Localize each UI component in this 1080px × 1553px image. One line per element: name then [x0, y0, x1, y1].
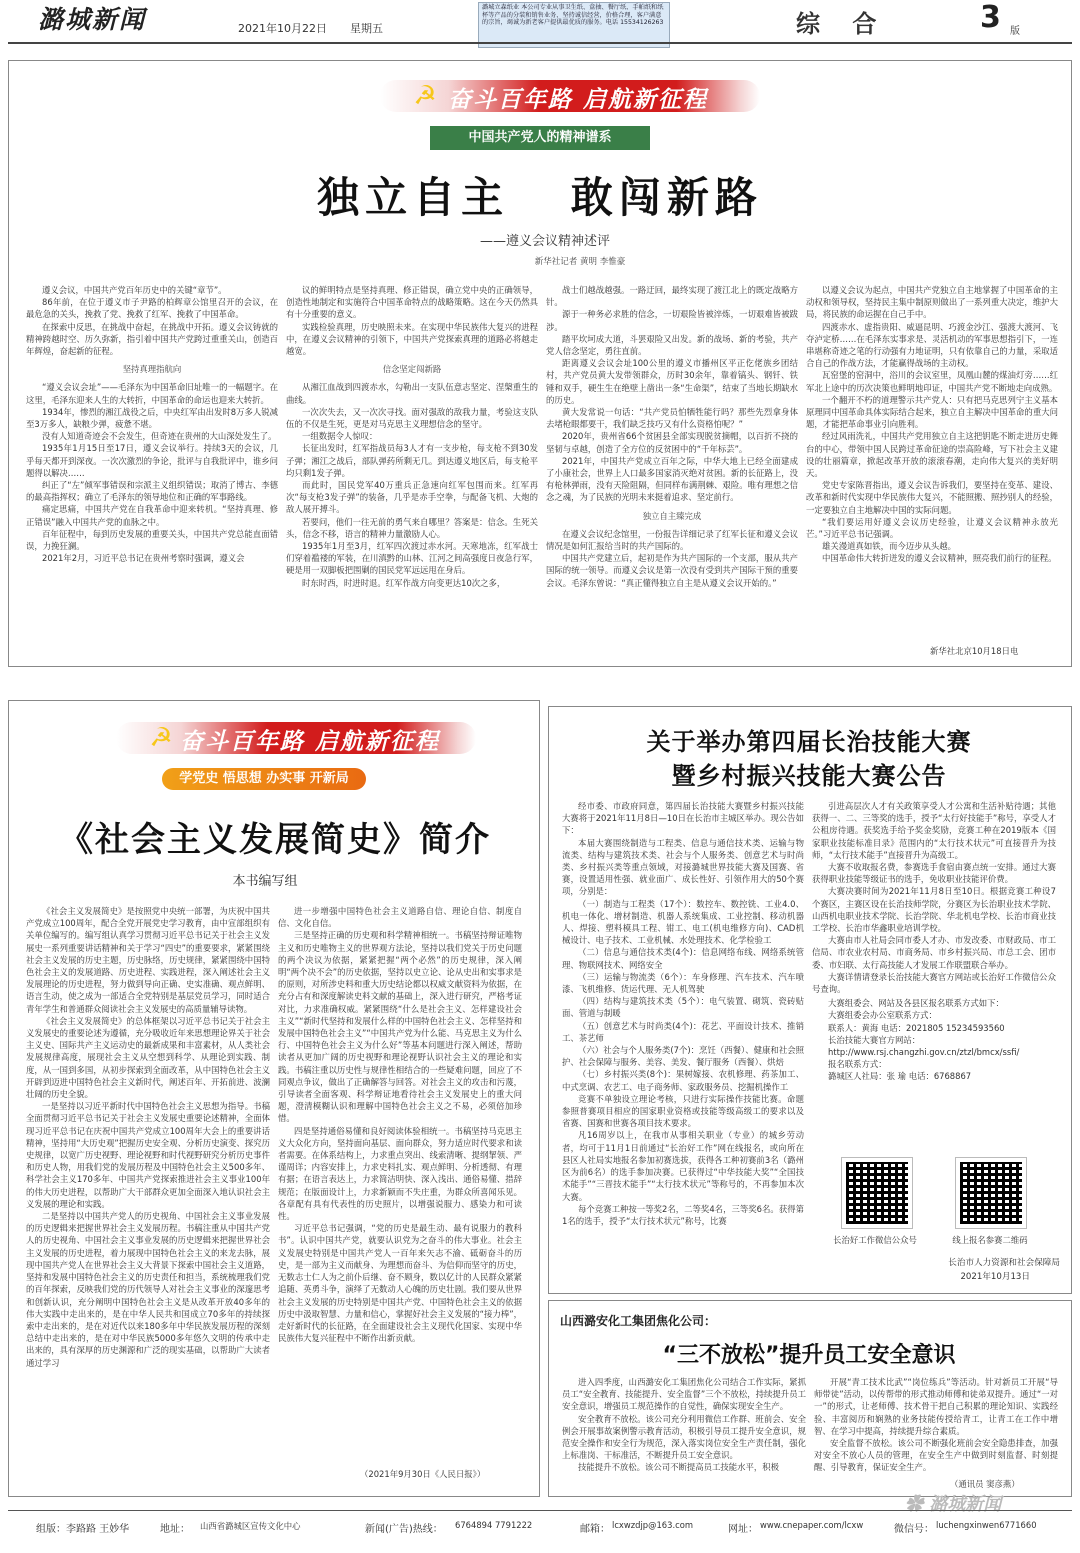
paragraph: 《社会主义发展简史》的总体框架以习近平总书记关于社会主义发展史的重要论述为遵循，充分吸收近年来思想理论界关于社会主义史、国际共产主义运动史的最新成果和丰富素材，从人类社会发展规律高度，展现社会主义从空想到科学、从理论到实践、制度，从一国到多国，从初步探索到全面改革，从中国特色社会主义开辟到迈进中国特色社会主义新时代，阐述百年、开拓前进、波澜壮阔的历史全貌。: [26, 1015, 270, 1100]
page-number: 3: [980, 0, 1001, 35]
paragraph: 黄大发常说一句话：“共产党员怕牺牲能行吗？那些先烈拿身体去堵枪眼都要干，我们缺乏技巧又有什么资格怕呢？”: [546, 407, 798, 430]
paragraph: 痛定思痛，中国共产党在自我革命中迎来转机。“坚持真理、修正错误”融入中国共产党的血脉之中。: [26, 504, 278, 527]
article1-dateline: 新华社北京10月18日电: [930, 646, 1019, 656]
paragraph: http://www.rsj.changzhi.gov.cn/ztzl/bmcx/ssfi/: [828, 1047, 1020, 1058]
issue-weekday: 星期五: [350, 22, 383, 35]
article1-column-4: [806, 284, 1058, 644]
article3-kicker: 山西潞安化工集团焦化公司：: [560, 1314, 717, 1328]
footer-email-label: 邮箱：: [580, 1524, 610, 1535]
article2-banner-text: 奋斗百年路 启航新征程: [180, 728, 441, 755]
paragraph: 踏平坎坷成大道，斗罢艰险又出发。新的战场、新的考验，共产党人信念坚定，勇往直前。: [546, 333, 798, 357]
article2-source: （2021年9月30日《人民日报》）: [360, 1469, 486, 1479]
article3-column-1: [562, 1376, 806, 1484]
paragraph: 时东时西，时进时退。红军作战方向变更达10次之多，: [302, 577, 506, 588]
paragraph: 安全教育不放松。该公司充分利用微信工作群、班前会、安全例会开展事故案例警示教育活动，积极引导员工提升安全意识，规范安全操作和安全行为规范，深入落实岗位安全生产责任制，强化上标准岗、干标准活，不断提升员工安全意识。: [562, 1413, 806, 1461]
paragraph: 大赛由市人社局会同市委人才办、市发改委、市财政局、市工信局、市农业农村局、市商务局、市乡村振兴局、市总工会、团市委、市妇联、太行高技能人才发展工作联盟联合举办。: [812, 935, 1056, 970]
paragraph: 纠正了“左”倾军事错误和宗派主义组织错误；取消了博古、李德的最高指挥权；确立了毛泽东的领导地位和正确的军事路线。: [26, 480, 278, 503]
qr-code-registration: [956, 1158, 1026, 1228]
paragraph: 引进高层次人才有关政策享受人才公寓和生活补贴待遇；其他获得一、二、三等奖的选手，授予“太行好技能手”称号，享受人才公租房待遇。获奖选手给予奖金奖励，竞赛工种在2019版本《国家职业技能标准目录》范围内的“太行技术状元”可直接晋升为技师，“太行技术能手”直接晋升为高级工。: [812, 801, 1056, 860]
paragraph: 进一步增强中国特色社会主义道路自信、理论自信、制度自信、文化自信。: [278, 906, 522, 929]
paragraph: 四是坚持通俗易懂和良好阅读体验相统一。书稿坚持马克思主义大众化方向，坚持面向基层、面向群众，努力适应时代要求和读者需要。在体系结构上，力求重点突出、线索清晰、提纲挈领、严谨周详；内容安排上，力求史料扎实、观点鲜明、分析透彻、有理有据；在语言表达上，力求简洁明快、深入浅出、通俗易懂、措辞规范；在版面设计上，力求新颖而不失庄重，为群众所喜闻乐见。各章配有具有代表性的历史照片，以增强说服力、感染力和可读性。: [278, 1125, 522, 1222]
paragraph: 2021年2月，习近平总书记在贵州考察时强调，遵义会: [42, 553, 245, 564]
article2-byline: 本书编写组: [232, 874, 298, 889]
paragraph: 实践检验真理，历史映照未来。在实现中华民族伟大复兴的进程中，在遵义会议精神的引领下，中国共产党探索真理的道路必将越走越宽。: [286, 321, 538, 357]
article2-slogan: 学党史 悟思想 办实事 开新局: [162, 768, 366, 790]
article1-subtitle: ——遵义会议精神述评: [480, 234, 611, 249]
paragraph: 一是坚持以习近平新时代中国特色社会主义思想为指导。书稿全面贯彻习近平总书记关于社会主义发展史重要论述精神，全面体现习近平总书记在庆祝中国共产党成立100周年大会上的重要讲话精神，坚持用“大历史观”把握历史安全观、分析历史演变、探究历史规律，以宽广历史视野、理论视野和时代视野研究分析历史事件和历史人物，用我们党的发展历程及中国特色社会主义500多年、科学社会主义170多年、中国共产党探索推进社会主义事业100年的伟大历史进程，以帮助广大干部群众更加全面深入地认识社会主义发展的理论和实践。: [26, 1101, 270, 1209]
article1-column-3: [546, 284, 798, 659]
paragraph: （三）运输与物流类（6个）：车身修理、汽车技术、汽车喷漆、飞机维修、货运代理、无人机驾驶: [562, 971, 804, 995]
paragraph: 开展“青工技术比武”“岗位练兵”等活动。针对新员工开展“导师带徒”活动，以传帮带的形式推动师傅和徒弟双提升。通过“一对一”的形式，让老师傅、技术骨干把自己积累的理论知识、实践经验、丰富阅历和娴熟的业务技能传授给青工，让青工在工作中增智、在学习中提高，持续提升综合素质。: [814, 1377, 1058, 1436]
paper-name: 潞城新闻: [38, 5, 147, 34]
footer-web-label: 网址：: [728, 1524, 758, 1535]
paragraph: 技能提升不放松。该公司不断提高员工技能水平，积极: [578, 1462, 779, 1473]
paragraph: 联系人：黄海 电话：2021805 15234593560: [828, 1022, 1005, 1033]
article2-column-2: [278, 905, 522, 1465]
paragraph: 报名联系方式：: [828, 1059, 887, 1070]
paragraph: 大赛组委会、网站及各县区报名联系方式如下：: [828, 998, 1004, 1009]
watermark-logo: [905, 1490, 1001, 1516]
paragraph: 一次次失去，又一次次寻找。面对强敌的敌我力量，考验这支队伍的不仅是生死，更是对马克思主义理想信念的坚守。: [286, 406, 538, 430]
article2-title: 《社会主义发展简史》简介: [59, 820, 491, 860]
qr-label-registration: 线上报名参赛二维码: [952, 1235, 1028, 1245]
party-emblem-icon: ☭: [413, 81, 437, 111]
paragraph: 潞城区人社局：张 瑜 电话：6768867: [828, 1071, 972, 1082]
page-suffix: 版: [1010, 26, 1020, 37]
header-rule: [8, 42, 1072, 44]
footer-web: www.cnepaper.com/lcxw: [760, 1520, 864, 1530]
paragraph: 竞赛不单独设立理论考核，只进行实际操作技能比赛。命题参照普赛项目相应的国家职业资格或技能等级高级工的要求以及省赛、国赛和世赛各项目技术要求。: [562, 1093, 804, 1129]
wechat-icon: ✿: [905, 1494, 923, 1515]
paragraph: 大赛不收取报名费，参赛选手食宿由赛点统一安排。通过大赛获得职业技能等级证书的选手，免收职业技能评价费。: [812, 862, 1056, 885]
paragraph: 本届大赛围绕制造与工程类、信息与通信技术类、运输与物流类、结构与建筑技术类、社会与个人服务类、创意艺术与时尚类、乡村振兴类等重点领域，对接潞城世界技能大赛及国赛、省赛，设置适用性强、就业面广、成长性好、引领作用大的50个赛项，分别是：: [562, 837, 804, 897]
section-name: 综 合: [796, 9, 889, 38]
party-emblem-icon-2: ☭: [149, 723, 173, 753]
footer-wechat-label: 微信号：: [894, 1524, 934, 1535]
footer-email: lcxwzdjp@163.com: [612, 1520, 694, 1530]
article3-title: “三不放松”提升员工安全意识: [662, 1343, 956, 1368]
paragraph: 每个竞赛工种按一等奖2名，二等奖4名，三等奖6名。获得第1名的选手，授予“太行技术状元”称号，比赛: [562, 1203, 804, 1226]
paragraph: “遵义会议会址”——毛泽东为中国革命旧址唯一的一幅题字。在这里，毛泽东迎来人生的大转折，中国革命的命运也迎来大转折。: [26, 382, 278, 405]
paragraph: 而此时，国民党军40万重兵正急速向红军包围而来。红军再次“每支枪3发子弹”的装备，几乎是赤手空拳，与配备飞机、大炮的敌人展开搏斗。: [286, 480, 538, 515]
qr-code-wechat: [842, 1158, 912, 1228]
article1-subhead-1: 坚持真理指航向: [122, 364, 182, 375]
paragraph: 从湘江血战到四渡赤水，勾勒出一支队伍意志坚定、涅槃重生的曲线。: [286, 382, 538, 405]
paragraph: 以遵义会议为起点，中国共产党独立自主地掌握了中国革命的主动权和领导权，坚持民主集中制原则做出了一系列重大决定，维护大局，将民族的命运握在自己手中。: [806, 285, 1058, 320]
footer-wechat: luchengxinwen6771660: [936, 1520, 1037, 1530]
article1-title: 独立自主 敢闯新路: [317, 173, 763, 222]
paragraph: 若要问，他们一往无前的勇气来自哪里？答案是：信念。生死关头，信念不移，语言的精神力量激励人心。: [286, 516, 538, 539]
paragraph: 大赛详情请登录长治技能大赛官方网站或长治好工作微信公众号查询。: [812, 971, 1056, 995]
masthead-ad: 潞城立森纸业 本公司专业从事卫生纸、盒抽、餐厅纸、手帕纸和纸杯等产品的分装和销售业务，坚持诚信经营，价格合理，客户满意的宗旨，竭诚为新老客户提供最优质的服务。电话 15534126263: [478, 2, 670, 48]
article1-column-2: [286, 284, 538, 659]
paragraph: 2020年，贵州省66个贫困县全部实现脱贫摘帽，以百折不挠的坚韧与卓越，创造了全方位的反贫困中的“千年标芸”。: [546, 431, 798, 454]
paragraph: 在遵义会议纪念馆里，一份报告详细记录了红军长征和遵义会议情况是如何汇报给当时的共产国际的。: [546, 528, 798, 552]
notice-column-1: [562, 800, 804, 1285]
paragraph: 2021年，中国共产党成立百年之际，中华大地上已经全面建成了小康社会，世界上人口最多国家消灭绝对贫困。新的长征路上，没有枪林弹雨，没有天险阻隔，但同样布满荆棘、艰险。唯有理想之信念之魂，为了民族的光明未来挺着追求、坚定前行。: [546, 455, 798, 503]
article1-banner-text: 奋斗百年路 启航新征程: [448, 86, 709, 113]
paragraph: 经过风雨洗礼，中国共产党用独立自主这把钥匙不断走进历史舞台的中心，带领中国人民跨过革命征途的崇高险峰，写下社会主义建设的壮丽篇章，掀起改革开放的滚滚春潮，走向伟大复兴的美好明天。: [806, 431, 1058, 479]
paragraph: 议的鲜明特点是坚持真理、修正错误，确立党中央的正确领导，创造性地制定和实施符合中国革命特点的战略策略。这在今天仍然具有十分重要的意义。: [286, 285, 538, 320]
paragraph: 雄关漫道真如铁，而今迈步从头越。: [822, 541, 956, 552]
paragraph: 经市委、市政府同意，第四届长治技能大赛暨乡村振兴技能大赛将于2021年11月8日—10日在长治市主城区举办。现公告如下：: [562, 801, 804, 836]
paragraph: 《社会主义发展简史》是按照党中央统一部署，为庆祝中国共产党成立100周年，配合全党开展党史学习教育，由中宣部组织有关单位编写的。编写组认真学习贯彻习近平总书记关于社会主义发展史一系列重要讲话精神和关于学习“四史”的重要要求，紧紧围绕社会主义发展的历史主题，历史脉络，历史规律，紧紧围绕中国特色社会主义的发展道路、历史进程、实践进程，深入阐述社会主义发展理论的历史进程，努力做到导向正确、史实准确、观点鲜明、语言生动，使之成为一部适合全党特别是基层党员学习，同时适合青年学生和普通群众阅读社会主义发展史的高质量辅导读物。: [26, 906, 270, 1014]
footer-hotline: 6764894 7791222: [455, 1520, 533, 1530]
paragraph: 距离遵义会议会址100公里的遵义市播州区平正仡佬族乡团结村，共产党员黄大发带领群众，历时30余年，靠着镐头、钢钎、铁锤和双手，硬生生在绝壁上凿出一条“生命渠”，结束了当地长期缺水的历史。: [546, 358, 798, 405]
paragraph: 二是坚持以中国共产党人的历史视角、中国社会主义事业发展的历史逻辑来把握世界社会主义发展历程。书稿注重从中国共产党人的历史视角、中国社会主义事业发展的历史逻辑来把握世界社会主义发展的历史进程，着力展现中国特色社会主义的来龙去脉，展现中国共产党人在世界社会主义大背景下探索中国社会主义道路，坚持和发展中国特色社会主义的历史责任和担当，系统梳理我们党的百年探索，反映我们党的历代领导人对社会主义事业的深邃思考和创新认识，充分阐明中国特色社会主义是从改革开放40多年的伟大实践中走出来的，是在中华人民共和国成立70多年的持续探索中走出来的，是在对近代以来180多年中华民族发展历程的深刻总结中走出来的，是在对中华民族5000多年悠久文明的传承中走出来的，具有深厚的历史渊源和广泛的现实基础，以帮助广大读者通过学习: [26, 1211, 270, 1368]
paragraph: （七）乡村振兴类(8个)：果树嫁接、农机修理、药茶加工、中式烹调、农艺工、电子商务师、家政服务员、挖掘机操作工: [562, 1069, 804, 1092]
article1-series: 中国共产党人的精神谱系: [430, 126, 650, 150]
footer-rule: [8, 1510, 1072, 1511]
paragraph: 战士们越战越强。一路迂回，最终实现了渡江北上的既定战略方针。: [546, 285, 798, 308]
paragraph: 安全监督不放松。该公司不断强化班前会安全隐患排查，加强对安全不放心人员的管理，在安全生产中做到时刻监督、时刻提醒、引导教育，保证安全生产。: [814, 1438, 1058, 1473]
paragraph: 一组数据令人惊叹：: [302, 431, 378, 442]
paragraph: 86年前，在位于遵义市子尹路的柏辉章公馆里召开的会议，在最危急的关头，挽救了党、挽救了红军、挽救了中国革命。: [26, 297, 278, 320]
notice-issue-date: 2021年10月13日: [960, 1272, 1030, 1282]
article1-subhead-2: 信念坚定闯新路: [382, 364, 442, 375]
article1-column-1: [26, 284, 278, 659]
paragraph: （五）创意艺术与时尚类(4个)：花艺、平面设计技术、推销工、茶艺师: [562, 1020, 804, 1043]
paragraph: 瓦窑堡的窑洞中，浴川的会议室里，凤凰山麓的煤油灯旁……红军北上途中的历次决策也鲜明地印证，中国共产党不断地走向成熟。: [806, 370, 1058, 393]
notice-title-line-1: 关于举办第四届长治技能大赛: [646, 728, 972, 756]
paragraph: 大赛决赛时间为2021年11月8日至10日。根据竞赛工种设7个赛区，主赛区设在长治技师学院，分赛区为长治职业技术学院、山西机电职业技术学院、长治学院、华北机电学校、长治市商业技工学校、长治市华鑫职业培训学校。: [812, 886, 1056, 934]
paragraph: 习近平总书记强调，“党的历史是最生动、最有说服力的教科书”。认识中国共产党，就要认识党为之奋斗的伟大事业。社会主义发展史特别是中国共产党人一百年来矢志不渝、砥砺奋斗的历史，是一部为主义而献身、为理想而奋斗、为信仰而坚守的历史，无数志士仁人为之前仆后继、奋不顾身，数以亿计的人民群众紧紧追随、英勇斗争，演绎了无数动人心魄的历史壮剧。我们要从世界社会主义发展的历史特别是中国共产党、中国特色社会主义的依据历史中汲取智慧、力量和信心，掌握好社会主义发展的“接力棒”，走好新时代的长征路，在全面建设社会主义现代化国家、实现中华民族伟大复兴征程中不断作出新贡献。: [278, 1223, 522, 1344]
footer-address-label: 地址：: [160, 1524, 190, 1535]
paragraph: 源于一种务必求胜的信念，一切艰险皆被淬炼，一切艰难皆被跋涉。: [546, 309, 798, 332]
watermark-text: 潞城新闻: [929, 1494, 1002, 1515]
paragraph: （四）结构与建筑技术类（5个）：电气装置、砌筑、瓷砖贴面、管道与制暖: [562, 996, 804, 1019]
paragraph: 没有人知道奇迹会不会发生，但奇迹在贵州的大山深处发生了。: [42, 431, 277, 442]
paragraph: 百年征程中，每到历史发展的重要关头，中国共产党总能直面错误，力挽狂澜。: [26, 528, 278, 552]
paragraph: 三是坚持正确的历史观和科学精神相统一。书稿坚持辩证唯物主义和历史唯物主义的世界观方法论，坚持以我们党关于历史问题的两个决议为依据，紧紧把握“两个必然”的历史规律，深入阐明“两个决不会”的历史依据，坚持以史立论、论从史出和实事求是的原则，对所涉史料和重大历史结论都以权威文献资料为依据，在充分占有和深度解读史料文献的基础上，深入进行研究，严格考证对比，力求准确权威。紧紧围绕“什么是社会主义、怎样建设社会主义”“新时代坚持和发展什么样的中国特色社会主义、怎样坚持和发展中国特色社会主义”“中国共产党为什么能、马克思主义为什么行、中国特色社会主义为什么好”等基本问题进行深入阐述，帮助读者从更加广阔的历史视野和理论视野认识社会主义的理论和实践。书稿注重以历史性与规律性相结合的一些疑难问题，回应了不同观点争议，做出了正确解答与回答。对社会主义的攻击和污蔑，引导读者全面客观、科学辩证地看待社会主义发展史上的重大问题，澄清模糊认识和理解中国特色社会主义之不易，必须倍加珍惜。: [278, 930, 522, 1124]
paragraph: “我们要运用好遵义会议历史经验，让遵义会议精神永放光芒。”习近平总书记强调。: [806, 516, 1058, 540]
paragraph: 一个翻开不朽的道理警示共产党人：只有把马克思列宁主义基本原理同中国革命具体实际结合起来，独立自主解决中国革命的重大问题，才能把革命事业引向胜利。: [806, 394, 1058, 430]
article3-column-2: [814, 1376, 1058, 1474]
qr-label-wechat: 长治好工作微信公众号: [833, 1235, 917, 1245]
paragraph: 长治技能大赛官方网站：: [828, 1034, 921, 1045]
paragraph: （二）信息与通信技术类(4个)：信息网络布线、网络系统管理、物联网技术、网络安全: [562, 947, 804, 970]
notice-column-2: [812, 800, 1056, 1100]
paragraph: 进入四季度，山西潞安化工集团焦化公司结合工作实际，紧抓员工“安全教育、技能提升、安全监督”三个不放松，持续提升员工安全意识，增强员工规范操作的自觉性，确保实现安全生产。: [562, 1377, 806, 1412]
footer-hotline-label: 新闻(广告)热线：: [365, 1524, 443, 1535]
notice-title-line-2: 暨乡村振兴技能大赛公告: [671, 762, 947, 790]
paragraph: 中国共产党建立后，起初是作为共产国际的一个支部，服从共产国际的统一领导。而遵义会议是第一次没有受到共产国际干预的重要会议。毛泽东曾说：“真正懂得独立自主是从遵义会议开始的。”: [546, 553, 798, 588]
paragraph: 遵义会议，中国共产党百年历史中的关键“章节”。: [42, 285, 227, 295]
issue-date: 2021年10月22日: [238, 22, 327, 35]
article2-column-1: [26, 905, 270, 1485]
paragraph: 1935年1月至3月，红军四次渡过赤水河。天寒地冻，红军战士们穿着褴褛的军装，在川滇黔的山林、江河之间高强度日夜急行军，硬是用一双脚板把围剿的国民党军远远甩在身后。: [286, 541, 538, 576]
notice-issuer: 长治市人力资源和社会保障局: [948, 1258, 1060, 1268]
paragraph: 凡16周岁以上，在我市从事相关职业（专业）的城乡劳动者，均可于11月1日前通过“长治好工作”网在线报名，或向所在县区人社局实地报名参加初赛选拔，获得各工种初赛前3名（潞州区为前6名）的选手参加决赛。已获得过“中华技能大奖”“全国技术能手”“三晋技术能手”“太行技术状元”等称号的，不再参加本次大赛。: [562, 1130, 804, 1202]
paragraph: 1935年1月15日至17日，遵义会议举行。持续3天的会议，几乎每天都开到深夜。一次次激烈的争论，批评与自我批评中，谁乡问题得以解决……: [26, 443, 278, 478]
footer-address: 山西省潞城区宣传文化中心: [200, 1521, 301, 1531]
article3-reporter: （通讯员 窦彦燕）: [950, 1479, 1020, 1489]
paragraph: （一）制造与工程类（17个）：数控车、数控铣、工业4.0、机电一体化、增材制造、机器人系统集成、工业控制、移动机器人、焊接、塑料模具工程、钳工、电工(机电维修方向)、CAD机械设计、电子技术、工业机械、水处理技术、化学检验工: [562, 898, 804, 946]
footer-editor: 组版：李路路 王妙华: [36, 1524, 130, 1535]
paragraph: 党史专家陈晋指出，遵义会议告诉我们，要坚持在变革、建设、改革和新时代实现中华民族伟大复兴，不能照搬、照抄别人的经验，一定要独立自主地解决中国的实际问题。: [806, 480, 1058, 515]
paragraph: 在探索中反思，在挑战中奋起，在挑战中开拓。遵义会议铸就的精神跨越时空、历久弥新，指引着中国共产党跨过重重关山，创造百年辉煌，奋起新的征程。: [26, 321, 278, 357]
paragraph: 四渡赤水、虚指贵阳、威逼昆明、巧渡金沙江、强渡大渡河、飞夺泸定桥……在毛泽东实事求是、灵活机动的军事思想指引下，一连串堪称奇迹之笔的行动强有力地证明，只有依靠自己的力量，采取适合自己的作战方法，才能赢得战场的主动权。: [806, 321, 1058, 369]
article1-subhead-3: 独立自主臻完成: [642, 510, 702, 521]
paragraph: 中国革命伟大转折迸发的遵义会议精神，照亮我们前行的征程。: [822, 553, 1057, 564]
paragraph: 长征出发时，红军指战员每3人才有一支步枪，每支枪不到30发子弹；湘江之战后，部队弹药所剩无几。到达遵义地区后，每支枪平均只剩1发子弹。: [286, 443, 538, 478]
paragraph: 1934年，惨烈的湘江战役之后，中央红军由出发时8万多人锐减至3万多人，缺粮少弹，疲惫不堪。: [26, 406, 278, 430]
paragraph: 大赛组委会办公室联系方式：: [828, 1010, 937, 1021]
article1-byline: 新华社记者 黄明 李惟豪: [534, 257, 626, 267]
paragraph: （六）社会与个人服务类(7个)：烹饪（西餐）、健康和社会照护、社会保障与服务、美容、美发、餐厅服务（西餐）、烘焙: [562, 1045, 804, 1068]
